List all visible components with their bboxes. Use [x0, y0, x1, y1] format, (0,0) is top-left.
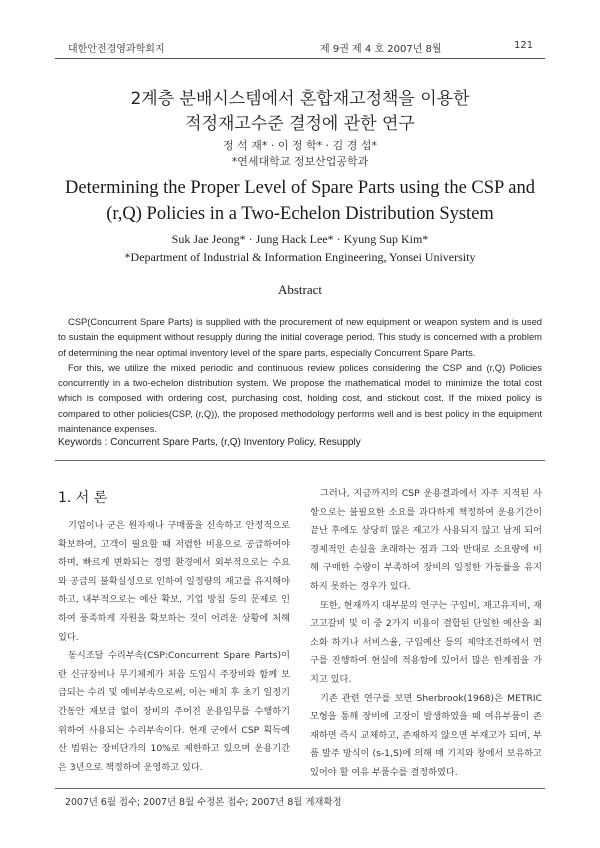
english-affiliation: *Department of Industrial & Information Engineering, Yonsei University: [124, 250, 476, 264]
submission-dates: 2007년 6월 접수; 2007년 8월 수정본 접수; 2007년 8월 게재확정: [65, 797, 342, 808]
right-column: [310, 485, 542, 783]
body-paragraph: 동시조달 수리부속(CSP:Concurrent Spare Parts)이란 신규장비나 무기체계가 처음 도입시 주장비와 함께 보급되는 수리 및 예비부속으로써, 이는 배치 후 초기 일정기간동안 재보급 없이 장비의 주어진 운용임무를 수행하기 위하여 사용되는 수리부속이다. 현재 군에서 CSP 획득예산 범위는 장비단가의 10%로 제한하고 있으며 운용기간은 3년으로 책정하여 운영하고 있다.: [58, 650, 290, 773]
abstract-body: [58, 314, 542, 436]
abstract-paragraph-2: For this, we utilize the mixed periodic and continuous review polices considering the CSP and (r,Q) Policies concurrently in a two-echelon distribution system. We propose the mathematical model to minimize the total cost which is composed with ordering cost, purchasing cost, holding cost, and stickout cost. If the mixed policy is compared to other policies(CSP, (r,Q)), the proposed methodology performs well and is best policy in the equipment maintenance expenses.: [58, 361, 542, 435]
left-column: [58, 517, 290, 777]
header-rule: [55, 58, 545, 59]
body-paragraph: 또한, 현재까지 대부분의 연구는 구입비, 재고유지비, 재고고갈비 및 이 중 2가지 비용이 결합된 단일한 예산을 최소화 하거나 서비스율, 구입예산 등의 제약조건하에서 연구를 진행하여 현실에 적용함에 있어서 많은 한계점을 가지고 있다.: [310, 599, 542, 685]
body-paragraph: 기존 관련 연구를 보면 Sherbrook(1968)은 METRIC 모형을 통해 장비에 고장이 발생하였을 때 여유부품이 존재하면 즉시 교체하고, 존재하지 않으면 부재고가 되며, 부품 발주 방식이 (s-1,S)에 의해 매 기지와 창에서 보유하고 있어야 할 여유 부품수를 결정하였다.: [310, 692, 542, 778]
journal-name: 대한안전경영과학회지: [68, 44, 165, 55]
body-paragraph: 그러나, 지금까지의 CSP 운용결과에서 자주 지적된 사항으로는 불필요한 소요를 과다하게 책정하여 운용기간이 끝난 후에도 상당히 많은 재고가 사용되지 않고 남게 되어 경제적인 손실을 초래하는 점과 그와 반대로 소요량에 비해 구매한 수량이 부족하여 장비의 일정한 가동률을 유지하지 못하는 경우가 있다.: [310, 488, 542, 592]
english-title-line2: (r,Q) Policies in a Two-Echelon Distribution System: [106, 204, 494, 224]
abstract-heading: Abstract: [277, 282, 323, 297]
korean-title-line1: 2계층 분배시스템에서 혼합재고정책을 이용한: [130, 89, 470, 109]
english-authors: Suk Jae Jeong* · Jung Hack Lee* · Kyung Sup Kim*: [171, 232, 429, 246]
body-paragraph: 기업이나 군은 원자재나 구매품을 신속하고 안정적으로 확보하여, 고객이 필요할 때 저렴한 비용으로 공급하여야 하며, 빠르게 변화되는 경영 환경에서 외부적으로는 수요와 공급의 불확실성으로 인하여 일정량의 재고를 유지해야 하고, 내부적으로는 예산 확보, 기업 방침 등의 문제로 인하여 풍족하게 자원을 확보하는 것이 어려운 상황에 처해있다.: [58, 520, 290, 643]
page-number: 121: [514, 40, 534, 51]
abstract-paragraph-1: CSP(Concurrent Spare Parts) is supplied with the procurement of new equipment or weapon system and is used to sustain the equipment without resupply during the initial coverage period. This study is concerned with a problem of determining the near optimal inventory level of the spare parts, especially Concurrent Spare Parts.: [58, 316, 542, 358]
abstract-rule: [55, 460, 545, 461]
section-heading: 1. 서 론: [58, 490, 108, 506]
korean-authors: 정 석 재* · 이 정 학* · 김 경 섭*: [222, 139, 378, 152]
korean-title-line2: 적정재고수준 결정에 관한 연구: [185, 114, 415, 134]
issue-info: 제 9권 제 4 호 2007년 8월: [320, 44, 442, 55]
footer-rule: [55, 788, 545, 789]
keywords: Keywords : Concurrent Spare Parts, (r,Q) Inventory Policy, Resupply: [58, 437, 361, 448]
english-title-line1: Determining the Proper Level of Spare Parts using the CSP and: [65, 178, 535, 198]
korean-affiliation: *연세대학교 정보산업공학과: [231, 155, 369, 168]
